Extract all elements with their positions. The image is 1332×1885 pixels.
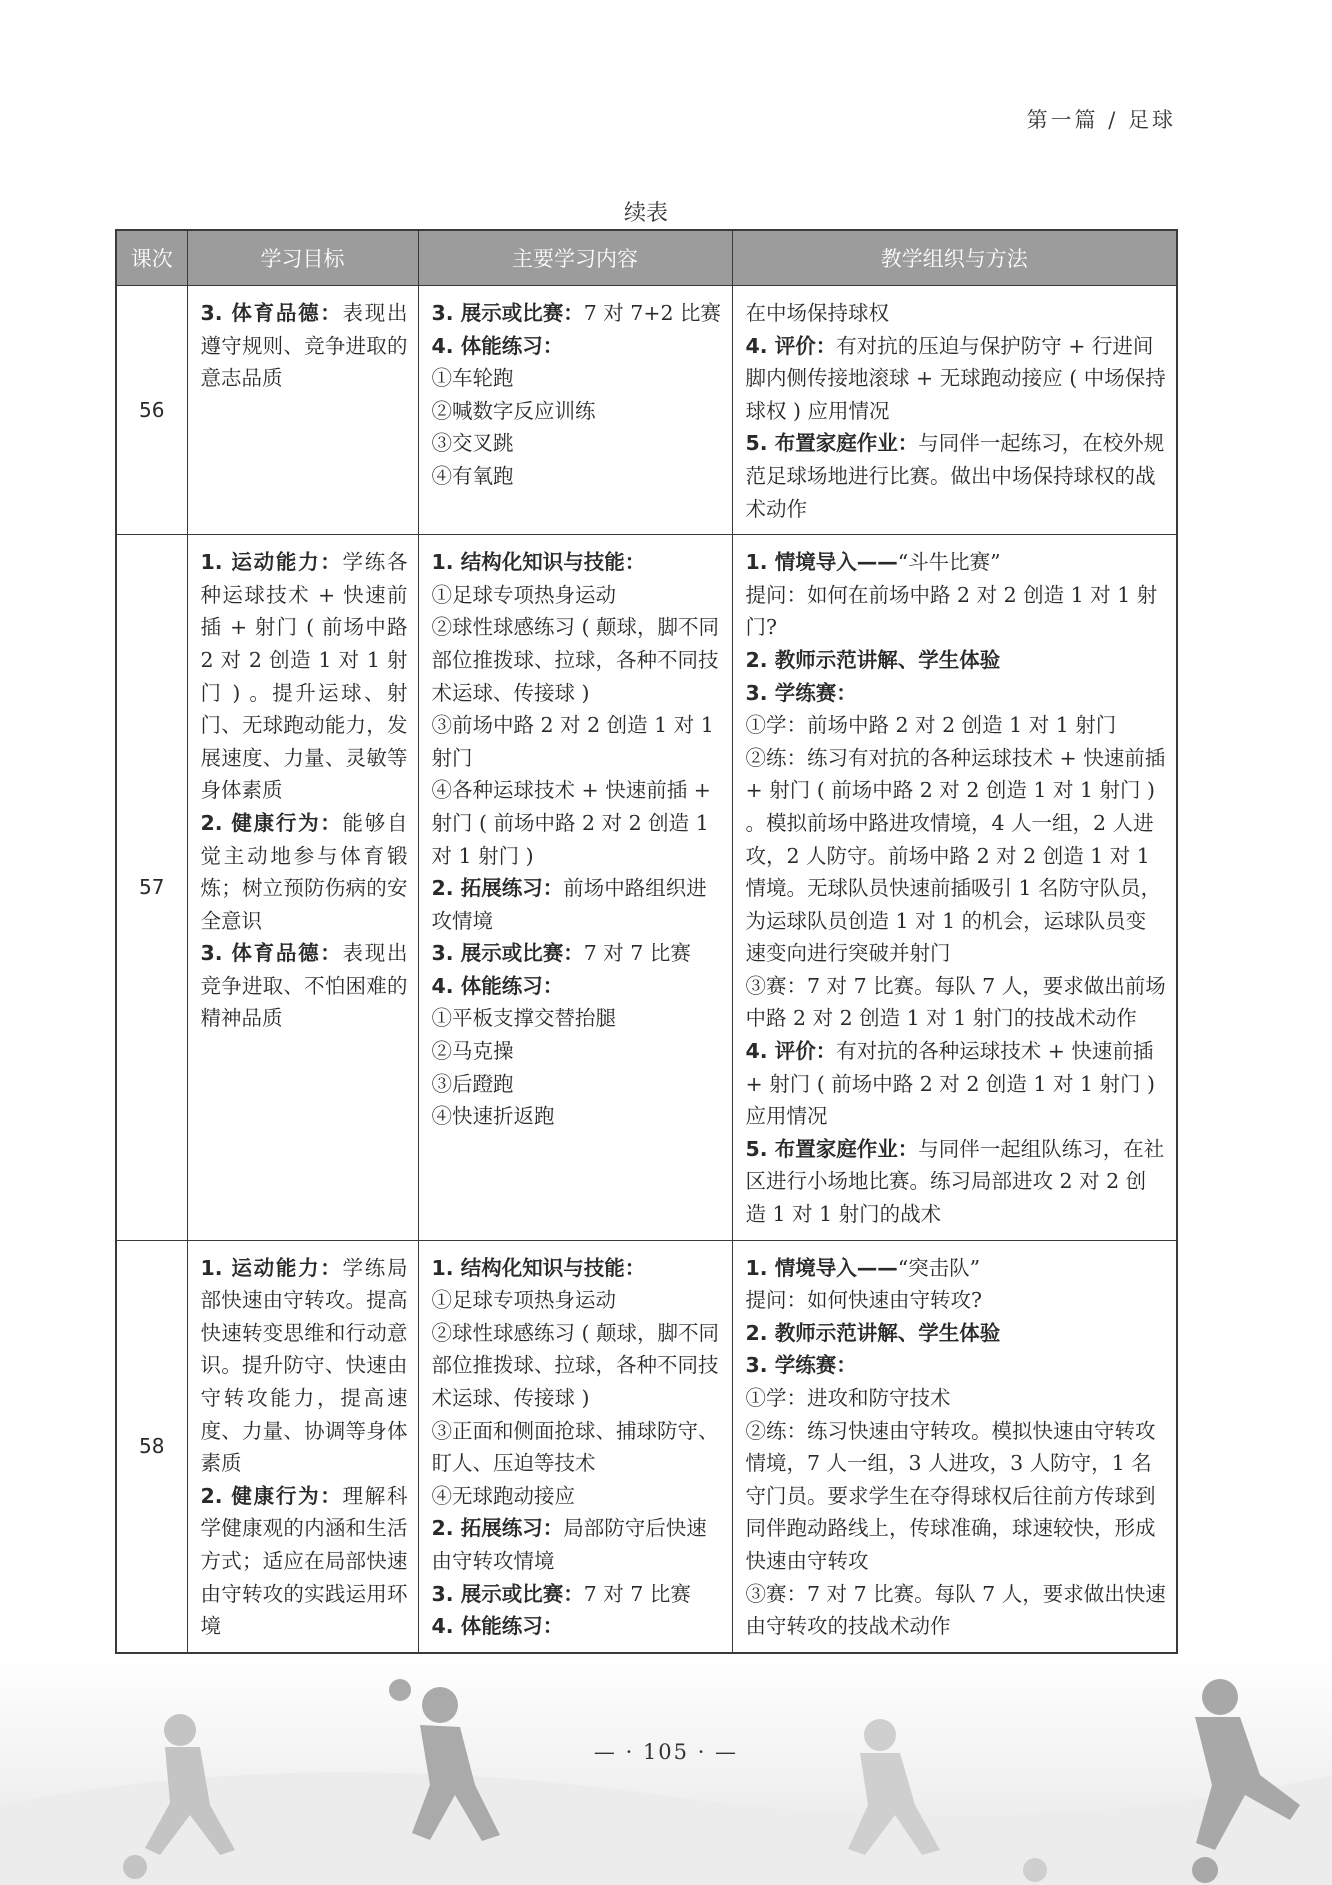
keyword-label: 4. 评价：: [745, 1039, 837, 1064]
line-text: 局部防守后快速由守转攻情境: [431, 1516, 707, 1573]
cell-line: [432, 1002, 722, 1035]
keyword-label: 3. 展示或比赛：: [431, 941, 584, 966]
keyword-label: 2. 健康行为：: [200, 1483, 343, 1508]
cell-line: [432, 937, 722, 970]
line-text: 有对抗的压迫与保护防守 + 行进间脚内侧传接地滚球 + 无球跑动接应 ( 中场保持球权 ) 应用情况: [745, 333, 1166, 423]
lesson-table: [115, 229, 1178, 1654]
keyword-label: 3. 体育品德：: [200, 301, 343, 325]
keyword-label: 1. 运动能力：: [200, 1255, 343, 1280]
cell-line: [432, 1512, 722, 1577]
objectives-cell: [187, 535, 418, 1240]
cell-line: [432, 709, 722, 774]
line-text: 与同伴一起组队练习，在社区进行小场地比赛。练习局部进攻 2 对 2 创造 1 对 1 射门的战术: [745, 1136, 1165, 1227]
line-text: ①车轮跑: [431, 366, 514, 391]
keyword-label: 3. 学练赛：: [745, 1353, 857, 1378]
table-row: [116, 1240, 1177, 1653]
cell-line: [746, 330, 1167, 428]
cell-line: [201, 1480, 408, 1643]
line-text: ②球性球感练习 ( 颠球，脚不同部位推拨球、拉球，各种不同技术运球、传接球 ): [431, 615, 720, 705]
line-text: 7 对 7 比赛: [583, 941, 691, 966]
methods-cell: [732, 535, 1177, 1240]
keyword-label: 1. 结构化知识与技能：: [431, 1255, 646, 1280]
cell-line: [432, 1068, 722, 1101]
line-text: “突击队”: [897, 1255, 981, 1280]
keyword-label: 1. 情境导入——: [745, 550, 898, 575]
content-cell: [418, 1240, 732, 1653]
keyword-label: 3. 学练赛：: [745, 680, 857, 705]
cell-line: [432, 395, 722, 428]
line-text: ③后蹬跑: [431, 1071, 514, 1096]
line-text: ④无球跑动接应: [431, 1483, 575, 1508]
line-text: ④各种运球技术 + 快速前插 + 射门 ( 前场中路 2 对 2 创造 1 对 1 射门 ): [431, 778, 711, 868]
cell-line: [746, 970, 1167, 1035]
header-objectives: 学习目标: [187, 230, 418, 286]
header-lesson-number: 课次: [116, 230, 187, 286]
cell-line: [746, 742, 1167, 970]
line-text: ②练：练习快速由守转攻。模拟快速由守转攻情境，7 人一组，3 人进攻，3 人防守，1 名守门员。要求学生在夺得球权后往前方传球到同伴跑动路线上，传球准确，球速较快，形成快速由守转攻: [745, 1418, 1156, 1573]
methods-cell: [732, 1240, 1177, 1653]
line-text: ③正面和侧面抢球、捕球防守、盯人、压迫等技术: [431, 1418, 719, 1476]
line-text: ③赛：7 对 7 比赛。每队 7 人，要求做出前场中路 2 对 2 创造 1 对 1 射门的技战术动作: [745, 973, 1166, 1031]
line-text: ②喊数字反应训练: [431, 398, 596, 423]
table-row: [116, 286, 1177, 535]
line-text: “斗牛比赛”: [897, 550, 1001, 575]
cell-line: [746, 1317, 1167, 1350]
line-text: 表现出遵守规则、竞争进取的意志品质: [200, 301, 408, 391]
cell-line: [432, 297, 722, 330]
cell-line: [201, 937, 408, 1035]
cell-line: [746, 644, 1167, 677]
line-text: 前场中路组织进攻情境: [431, 876, 707, 933]
keyword-label: 5. 布置家庭作业：: [745, 1136, 919, 1161]
line-text: ③赛：7 对 7 比赛。每队 7 人，要求做出快速由守转攻的技战术动作: [745, 1581, 1166, 1639]
cell-line: [432, 1415, 722, 1480]
cell-line: [432, 330, 722, 363]
lesson-number: 58: [116, 1240, 187, 1653]
line-text: ③交叉跳: [431, 431, 514, 456]
cell-line: [746, 1284, 1167, 1317]
cell-line: [746, 297, 1167, 330]
keyword-label: 2. 拓展练习：: [431, 1516, 564, 1541]
keyword-label: 2. 教师示范讲解、学生体验: [745, 1320, 1001, 1345]
cell-line: [201, 546, 408, 807]
line-text: 表现出竞争进取、不怕困难的精神品质: [200, 941, 408, 1031]
line-text: 有对抗的各种运球技术 + 快速前插 + 射门 ( 前场中路 2 对 2 创造 1 对 1 射门 ) 应用情况: [745, 1039, 1156, 1129]
keyword-label: 5. 布置家庭作业：: [745, 431, 919, 456]
running-header: 第一篇 / 足球: [1026, 108, 1176, 132]
line-text: 能够自觉主动地参与体育锻炼；树立预防伤病的安全意识: [200, 810, 408, 933]
line-text: 在中场保持球权: [745, 301, 889, 325]
line-text: ①学：进攻和防守技术: [745, 1386, 951, 1410]
keyword-label: 2. 拓展练习：: [431, 876, 564, 901]
football-silhouettes-decoration: [0, 1655, 1332, 1885]
methods-cell: [732, 286, 1177, 535]
keyword-label: 1. 情境导入——: [745, 1255, 898, 1280]
cell-line: [432, 970, 722, 1003]
line-text: ④快速折返跑: [431, 1104, 555, 1129]
keyword-label: 1. 结构化知识与技能：: [431, 550, 646, 575]
cell-line: [746, 1382, 1167, 1415]
cell-line: [746, 427, 1167, 525]
table-header-row: [116, 230, 1177, 286]
cell-line: [432, 546, 722, 579]
cell-line: [746, 1349, 1167, 1382]
cell-line: [432, 362, 722, 395]
cell-line: [746, 1578, 1167, 1643]
keyword-label: 3. 体育品德：: [200, 941, 343, 966]
cell-line: [432, 611, 722, 709]
line-text: 7 对 7 比赛: [583, 1581, 691, 1606]
cell-line: [746, 579, 1167, 644]
cell-line: [432, 1480, 722, 1513]
keyword-label: 4. 评价：: [745, 333, 837, 358]
line-text: 学练各种运球技术 + 快速前插 + 射门 ( 前场中路 2 对 2 创造 1 对 1 射门 ) 。提升运球、射门、无球跑动能力，发展速度、力量、灵敏等身体素质: [200, 550, 408, 803]
cell-line: [432, 1578, 722, 1611]
line-text: ①学：前场中路 2 对 2 创造 1 对 1 射门: [745, 713, 1117, 738]
content-cell: [418, 286, 732, 535]
lesson-number: 56: [116, 286, 187, 535]
cell-line: [746, 677, 1167, 710]
table-caption: 续表: [623, 201, 668, 226]
cell-line: [201, 807, 408, 937]
line-text: ②练：练习有对抗的各种运球技术 + 快速前插 + 射门 ( 前场中路 2 对 2 创造 1 对 1 射门 ) 。模拟前场中路进攻情境，4 人一组，2 人进攻，2 人防守。前场中路 2 对 2 创造 1 对 1 情境。无球队员快速前插吸引 1 名防守队员，为运球队员创造 1 对 1 的机会，运球队员变速变向进行突破并射门: [745, 745, 1166, 966]
cell-line: [201, 297, 408, 395]
line-text: ③前场中路 2 对 2 创造 1 对 1 射门: [431, 713, 714, 770]
table-row: [116, 535, 1177, 1240]
cell-line: [746, 1252, 1167, 1285]
line-text: ②球性球感练习 ( 颠球，脚不同部位推拨球、拉球，各种不同技术运球、传接球 ): [431, 1320, 720, 1410]
keyword-label: 3. 展示或比赛：: [431, 1581, 584, 1606]
keyword-label: 1. 运动能力：: [200, 550, 343, 575]
line-text: ①平板支撑交替抬腿: [431, 1006, 616, 1031]
keyword-label: 4. 体能练习：: [431, 333, 564, 358]
line-text: 学练局部快速由守转攻。提高快速转变思维和行动意识。提升防守、快速由守转攻能力，提高速度、力量、协调等身体素质: [200, 1255, 408, 1476]
line-text: 与同伴一起练习，在校外规范足球场地进行比赛。做出中场保持球权的战术动作: [745, 431, 1165, 521]
cell-line: [432, 872, 722, 937]
objectives-cell: [187, 1240, 418, 1653]
line-text: ①足球专项热身运动: [431, 582, 616, 607]
cell-line: [746, 1035, 1167, 1133]
page-number: — · 105 · —: [593, 1740, 739, 1764]
content-cell: [418, 535, 732, 1240]
cell-line: [432, 427, 722, 460]
header-content: 主要学习内容: [418, 230, 732, 286]
cell-line: [432, 579, 722, 612]
cell-line: [201, 1252, 408, 1480]
cell-line: [432, 774, 722, 872]
cell-line: [432, 1252, 722, 1285]
cell-line: [746, 1133, 1167, 1231]
line-text: ④有氧跑: [431, 463, 514, 488]
header-methods: 教学组织与方法: [732, 230, 1177, 286]
cell-line: [746, 546, 1167, 579]
objectives-cell: [187, 286, 418, 535]
line-text: 理解科学健康观的内涵和生活方式；适应在局部快速由守转攻的实践运用环境: [200, 1483, 408, 1639]
line-text: ②马克操: [431, 1039, 514, 1064]
keyword-label: 4. 体能练习：: [431, 1614, 564, 1639]
line-text: 提问：如何在前场中路 2 对 2 创造 1 对 1 射门?: [745, 582, 1158, 640]
cell-line: [432, 1035, 722, 1068]
line-text: 7 对 7+2 比赛: [583, 301, 722, 325]
cell-line: [432, 1100, 722, 1133]
keyword-label: 3. 展示或比赛：: [431, 301, 584, 325]
keyword-label: 2. 教师示范讲解、学生体验: [745, 647, 1001, 672]
cell-line: [432, 460, 722, 493]
lesson-number: 57: [116, 535, 187, 1240]
line-text: ①足球专项热身运动: [431, 1288, 616, 1313]
keyword-label: 4. 体能练习：: [431, 973, 564, 998]
cell-line: [432, 1284, 722, 1317]
cell-line: [432, 1317, 722, 1415]
keyword-label: 2. 健康行为：: [200, 810, 343, 835]
cell-line: [746, 1415, 1167, 1578]
cell-line: [746, 709, 1167, 742]
cell-line: [432, 1610, 722, 1643]
line-text: 提问：如何快速由守转攻?: [745, 1288, 982, 1313]
